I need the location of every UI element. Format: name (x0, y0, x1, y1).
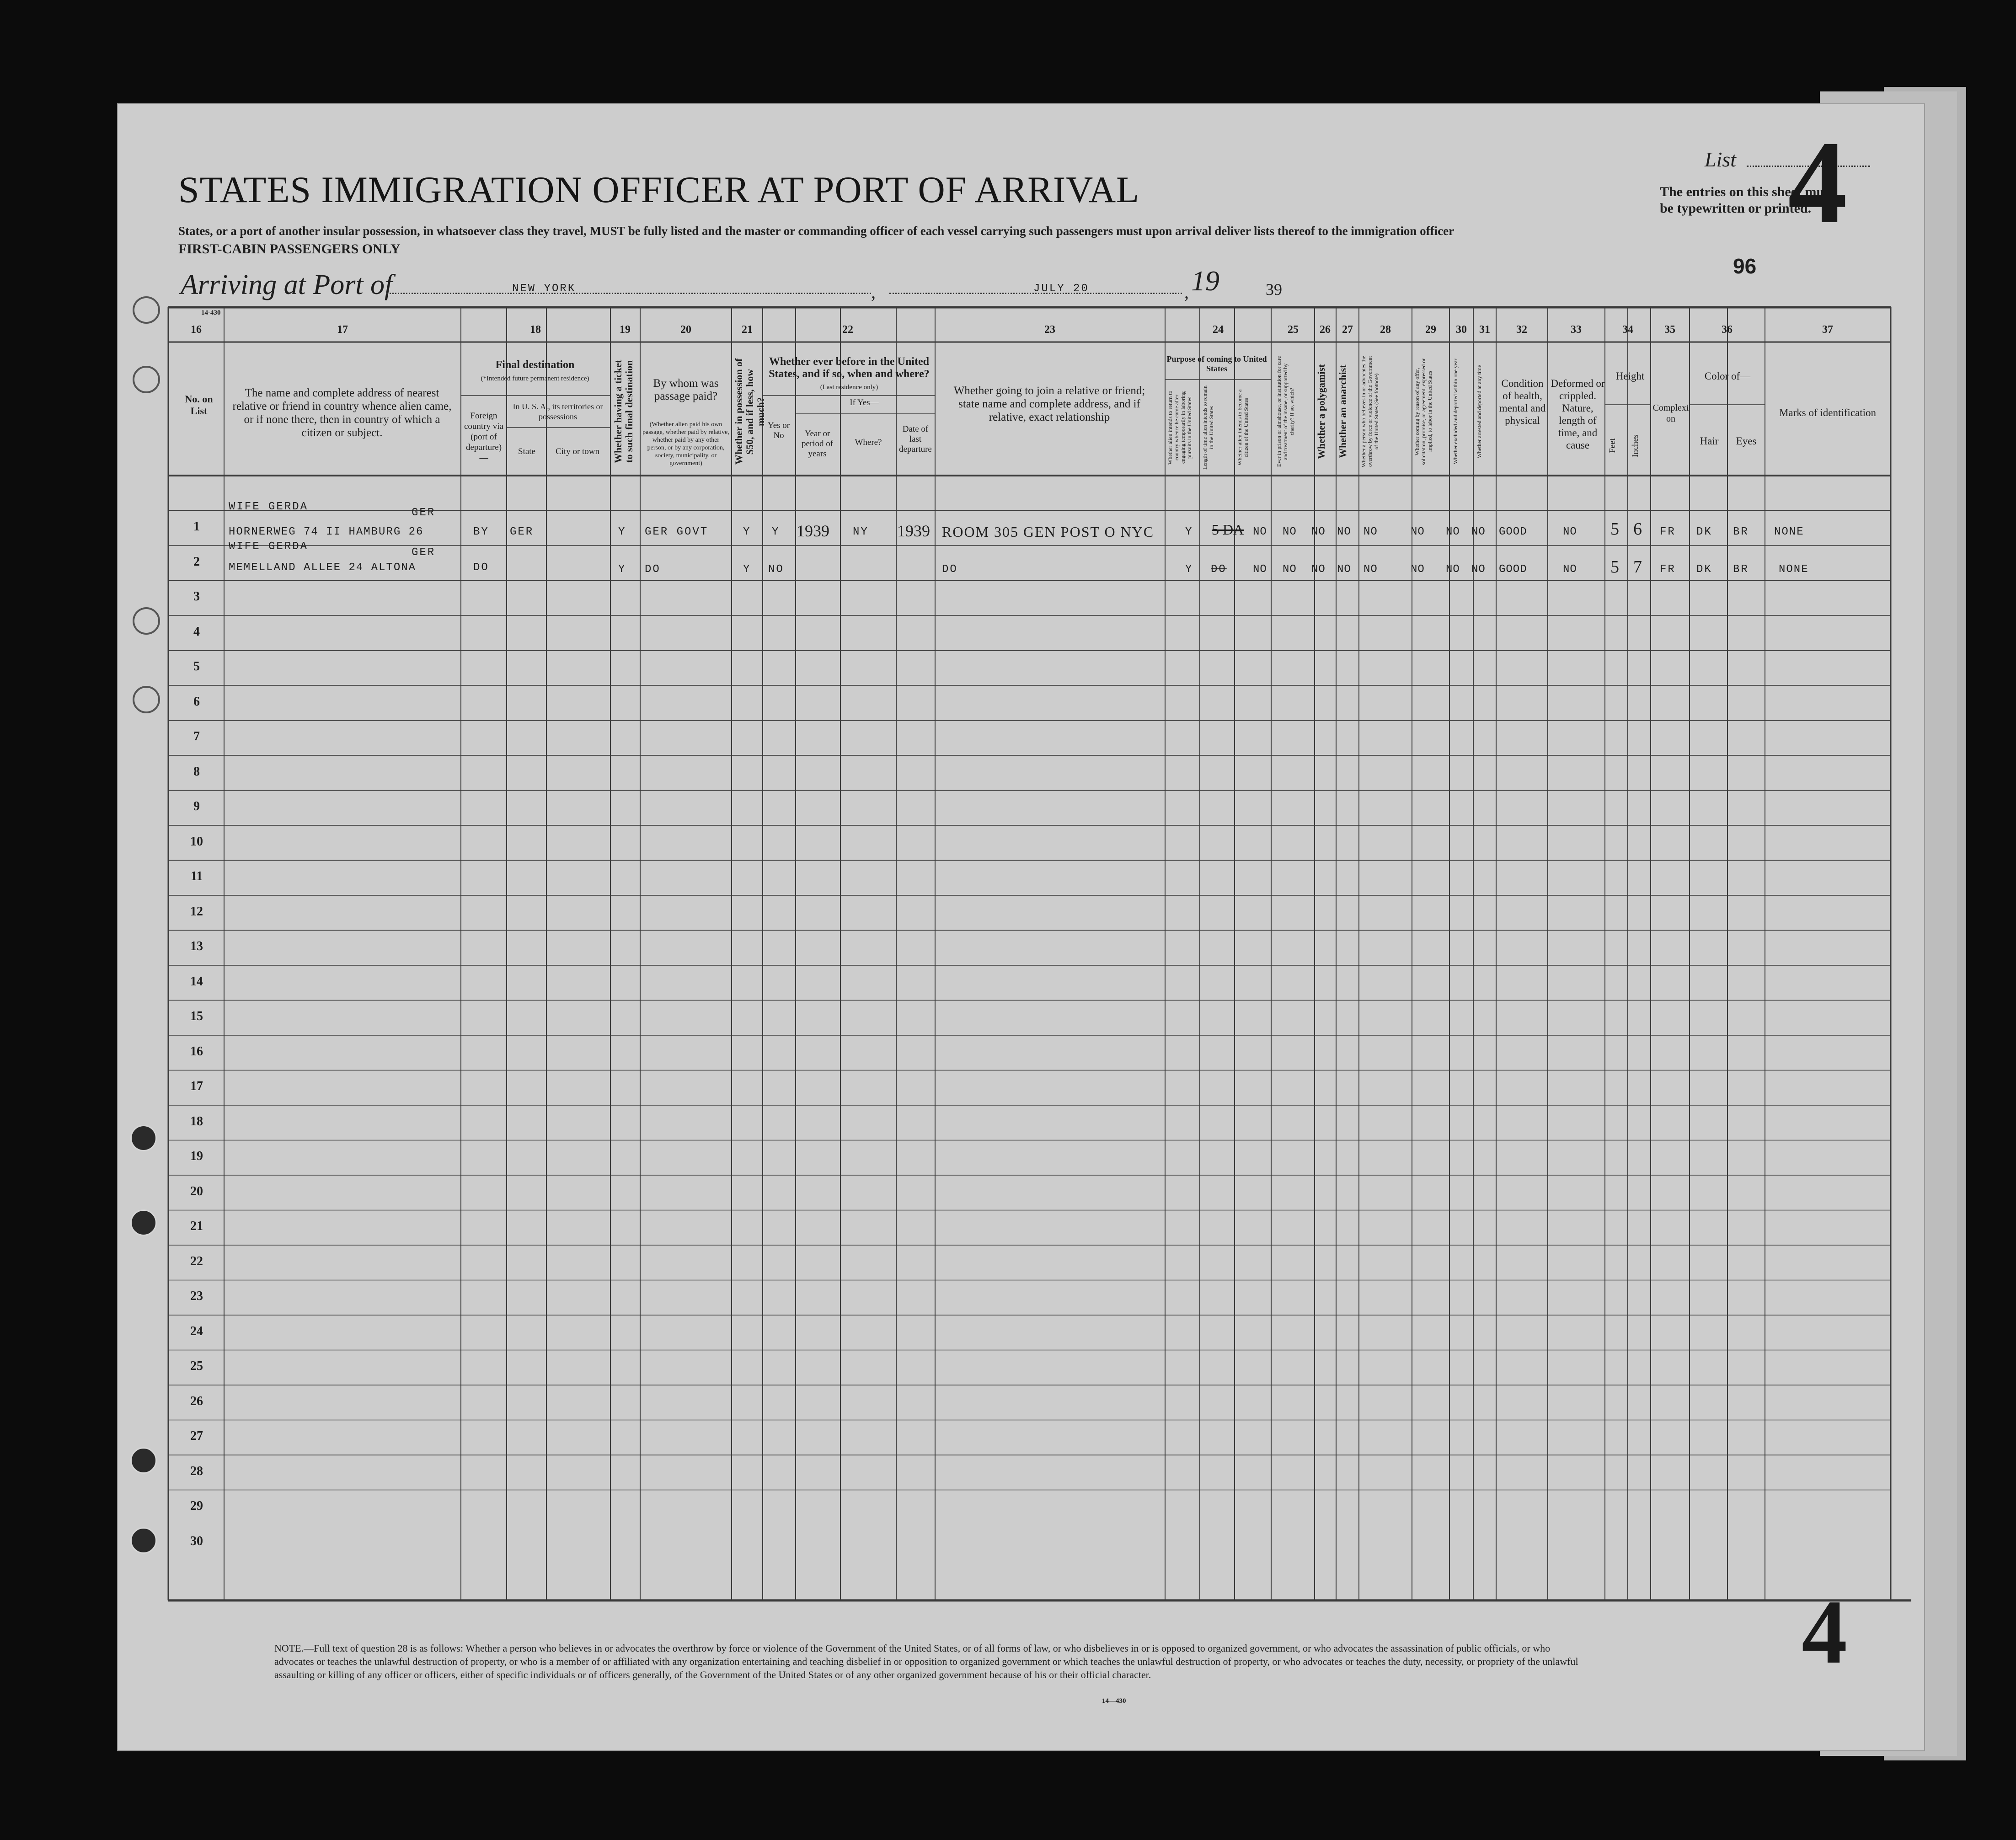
column-number: 19 (620, 324, 631, 336)
footnote-question-28: NOTE.—Full text of question 28 is as follows: Whether a person who believes in or advocates the overthrow by force or violence of the Government of the United States, or of all forms of law, or who disbelieves in or is opposed to organized government, or who advocates the assassination of public officials, or who advocates or teaches the unlawful destruction of property, or who is a member of or affiliated with any organization entertaining and teaching disbelief in or opposition to organized government or which teaches the unlawful destruction of property, or who advocates or teaches the duty, necessity, or propriety of the unlawful assaulting or killing of any officer or officers, either of specific individuals or of officers generally, of the Government of the United States or of any other organized government because of his or their official character. (274, 1642, 1578, 1680)
header-polygamist: Whether a polygamist (1315, 364, 1327, 459)
header-deformed: Deformed or crippled. Nature, length of time, and cause (1551, 378, 1605, 451)
row-number: 11 (190, 869, 203, 883)
header-where: Where? (855, 438, 882, 447)
purpose-citizen: NO (1253, 526, 1267, 538)
relative-address: MEMELLAND ALLEE 24 ALTONA (229, 562, 417, 574)
form-number-bottom: 14—430 (1102, 1697, 1126, 1705)
column-number: 26 (1320, 324, 1331, 336)
header-usa: In U. S. A., its territories or possessions (513, 402, 603, 421)
marks: NONE (1779, 563, 1809, 576)
excluded: NO (1446, 563, 1460, 576)
column-number: 33 (1571, 324, 1582, 336)
row-number: 19 (190, 1149, 203, 1163)
complexion: FR (1660, 563, 1676, 576)
before-year: 1939 (797, 522, 829, 540)
header-height: Height (1615, 370, 1645, 382)
deformed: NO (1563, 526, 1577, 538)
header-relative: The name and complete address of nearest relative or friend in country whence alien came, or if none there, then in country of which a citizen or subject. (232, 387, 452, 439)
column-number: 23 (1044, 324, 1055, 336)
header-inches: Inches (1631, 434, 1640, 457)
column-number: 25 (1288, 324, 1299, 336)
header-anarchist: Whether an anarchist (1337, 364, 1348, 459)
polygamist: NO (1311, 526, 1326, 538)
form-instructions: States, or a port of another insular possession, in whatsoever class they travel, MUST be fully listed and the master or commanding officer of each vessel carrying such passengers must upon arrival deliver lists thereof to the immigration officer (178, 224, 1455, 238)
page-number: 4 (1802, 1582, 1847, 1683)
row-number: 29 (190, 1499, 203, 1513)
row-number: 2 (193, 554, 200, 569)
row-number: 26 (190, 1394, 203, 1408)
header-hair: Hair (1700, 435, 1719, 447)
typewritten-note: The entries on this sheet must be typewritten or printed. (1660, 184, 1834, 216)
header-overthrow: Whether a person who believes in or advocates the overthrow by force or violence of the Government of the United States (See footnote) (1360, 356, 1380, 467)
header-before-in-us: Whether ever before in the United States, and if so, when and where? (769, 356, 930, 380)
header-foreign-country: Foreign country via (port of departure)— (464, 411, 503, 463)
header-purpose-return: Whether alien intends to return to country whence he came after engaging temporarily in laboring pursuits in the United States (1167, 390, 1192, 465)
header-no-on-list: No. on List (185, 393, 213, 417)
header-feet: Feet (1608, 438, 1617, 454)
arrested: NO (1471, 563, 1486, 576)
labor-offer: NO (1411, 563, 1425, 576)
column-number: 32 (1516, 324, 1527, 336)
column-number: 24 (1213, 324, 1224, 336)
header-last-departure: Date of last departure (899, 424, 932, 454)
arrested: NO (1471, 526, 1486, 538)
form-title: STATES IMMIGRATION OFFICER AT PORT OF ARRIVAL (178, 169, 1140, 210)
purpose-citizen: NO (1253, 563, 1267, 576)
arriving-label: Arriving at Port of (181, 269, 393, 300)
row-number: 30 (190, 1534, 203, 1548)
prison: NO (1283, 526, 1297, 538)
port-value: NEW YORK (512, 283, 576, 295)
health: GOOD (1499, 526, 1527, 538)
year-prefix: 19 (1191, 266, 1219, 297)
header-ticket: Whether having a ticket to such final destination (612, 359, 635, 464)
column-number: 35 (1664, 324, 1675, 336)
anarchist: NO (1337, 526, 1351, 538)
row-number: 22 (190, 1254, 203, 1268)
comma: , (1184, 282, 1189, 302)
header-arrested: Whether arrested and deported at any time (1476, 365, 1482, 458)
foreign-via: BY (473, 526, 489, 538)
stamp-number: 96 (1733, 254, 1757, 278)
hair: DK (1696, 563, 1712, 576)
form-number-top: 14-430 (201, 309, 221, 316)
column-number: 21 (742, 324, 753, 336)
polygamist: NO (1311, 563, 1326, 576)
date-value: JULY 20 (1033, 283, 1089, 295)
row-number: 14 (190, 974, 203, 989)
relative-country: GER (412, 507, 436, 519)
row-number: 23 (190, 1289, 203, 1303)
header-color: Color of— (1704, 370, 1751, 382)
before-where: NY (853, 526, 869, 538)
relative-address: HORNERWEG 74 II HAMBURG 26 (229, 526, 424, 538)
column-number: 36 (1722, 324, 1733, 336)
column-number: 27 (1342, 324, 1353, 336)
column-number: 16 (191, 324, 202, 336)
row-number: 24 (190, 1324, 203, 1338)
excluded: NO (1446, 526, 1460, 538)
ticket: Y (618, 563, 626, 576)
row-number: 7 (193, 729, 200, 743)
column-number: 37 (1822, 324, 1833, 336)
list-number: 4 (1788, 117, 1847, 248)
height-inches: 7 (1633, 557, 1642, 577)
row-number: 16 (190, 1044, 203, 1059)
height-inches: 6 (1633, 519, 1642, 539)
header-before-in-us-sub: (Last residence only) (820, 384, 878, 391)
header-prison: Ever in prison or almshouse, or institution for care and treatment of the insane, or supported by charity? If so, which? (1276, 356, 1295, 467)
last-departure: 1939 (897, 522, 930, 540)
column-number: 22 (842, 324, 853, 336)
list-label: List (1705, 148, 1737, 171)
header-passage-paid: By whom was passage paid? (653, 377, 719, 402)
health: GOOD (1499, 563, 1527, 576)
row-number: 9 (193, 799, 200, 813)
anarchist: NO (1337, 563, 1351, 576)
height-feet: 5 (1610, 557, 1619, 577)
state: GER (510, 526, 534, 538)
row-number: 3 (193, 589, 200, 604)
row-number: 1 (193, 519, 200, 534)
prison: NO (1283, 563, 1297, 576)
column-number: 31 (1479, 324, 1490, 336)
header-city: City or town (555, 447, 600, 456)
header-if-yes: If Yes— (850, 398, 879, 407)
header-final-destination: Final destination (495, 359, 575, 371)
foreign-via: DO (473, 562, 489, 574)
header-final-destination-sub: (*Intended future permanent residence) (481, 375, 589, 382)
column-number: 20 (680, 324, 691, 336)
row-number: 18 (190, 1114, 203, 1129)
header-yes-no: Yes or No (767, 421, 790, 440)
header-purpose: Purpose of coming to United States (1166, 354, 1267, 373)
header-state: State (518, 447, 535, 456)
row-number: 20 (190, 1184, 203, 1198)
joining: ROOM 305 GEN POST O NYC (942, 524, 1155, 540)
row-number: 27 (190, 1429, 203, 1443)
header-fifty-dollars: Whether in possession of $50, and if less, how much? (733, 358, 766, 465)
column-number: 34 (1622, 324, 1633, 336)
header-excluded: Whether excluded and deported within one year (1452, 358, 1459, 465)
fifty-dollars: Y (743, 563, 751, 576)
row-number: 28 (190, 1464, 203, 1478)
header-eyes: Eyes (1736, 435, 1757, 447)
purpose-return: Y (1185, 526, 1193, 538)
fifty-dollars: Y (743, 526, 751, 538)
row-number: 25 (190, 1359, 203, 1373)
before-yes-no: Y (772, 526, 780, 538)
complexion: FR (1660, 526, 1676, 538)
eyes: BR (1733, 526, 1749, 538)
header-complexion: Complexion (1652, 403, 1689, 424)
header-labor-offer: Whether coming by reason of any offer, solicitation, promise, or agreement, expressed or implied, to labor in the United States (1414, 358, 1433, 465)
marks: NONE (1774, 526, 1804, 538)
row-number: 17 (190, 1079, 203, 1093)
row-number: 21 (190, 1219, 203, 1233)
column-number: 30 (1456, 324, 1467, 336)
row-number: 13 (190, 939, 203, 953)
row-number: 6 (193, 694, 200, 709)
passenger-class: FIRST-CABIN PASSENGERS ONLY (178, 241, 401, 257)
header-health: Condition of health, mental and physical (1499, 378, 1546, 426)
year-suffix: 39 (1266, 280, 1282, 299)
header-purpose-citizen: Whether alien intends to become a citizen of the United States (1236, 389, 1249, 466)
relative-country: GER (412, 546, 436, 559)
row-number: 12 (190, 904, 203, 919)
row-number: 10 (190, 834, 203, 849)
header-marks: Marks of identification (1779, 407, 1877, 418)
labor-offer: NO (1411, 526, 1425, 538)
row-number: 5 (193, 659, 200, 674)
comma: , (871, 282, 876, 302)
overthrow: NO (1364, 526, 1378, 538)
ticket: Y (618, 526, 626, 538)
relative-name: WIFE GERDA (229, 540, 309, 553)
row-number: 8 (193, 764, 200, 779)
eyes: BR (1733, 563, 1749, 576)
height-feet: 5 (1610, 519, 1619, 539)
paid-by: DO (645, 563, 661, 576)
row-number: 4 (193, 624, 200, 639)
before-yes-no: NO (768, 563, 784, 576)
purpose-length: 5 DA (1212, 521, 1244, 538)
purpose-length: DO (1211, 563, 1227, 576)
column-number: 28 (1380, 324, 1391, 336)
row-number: 15 (190, 1009, 203, 1023)
column-number: 17 (337, 324, 348, 336)
header-passage-paid-sub: (Whether alien paid his own passage, whether paid by relative, whether paid by any other person, or by any corporation, society, municipality, or government) (642, 421, 729, 467)
overthrow: NO (1364, 563, 1378, 576)
purpose-return: Y (1185, 563, 1193, 576)
relative-name: WIFE GERDA (229, 501, 309, 513)
hair: DK (1696, 526, 1712, 538)
header-purpose-length: Length of time alien intends to remain in the United States (1202, 385, 1214, 470)
deformed: NO (1563, 563, 1577, 576)
paid-by: GER GOVT (645, 526, 709, 538)
header-year: Year or period of years (801, 429, 834, 459)
column-number: 29 (1425, 324, 1436, 336)
column-number: 18 (530, 324, 541, 336)
header-joining: Whether going to join a relative or friend; state name and complete address, and if relative, exact relationship (953, 385, 1145, 423)
joining: DO (942, 563, 958, 576)
